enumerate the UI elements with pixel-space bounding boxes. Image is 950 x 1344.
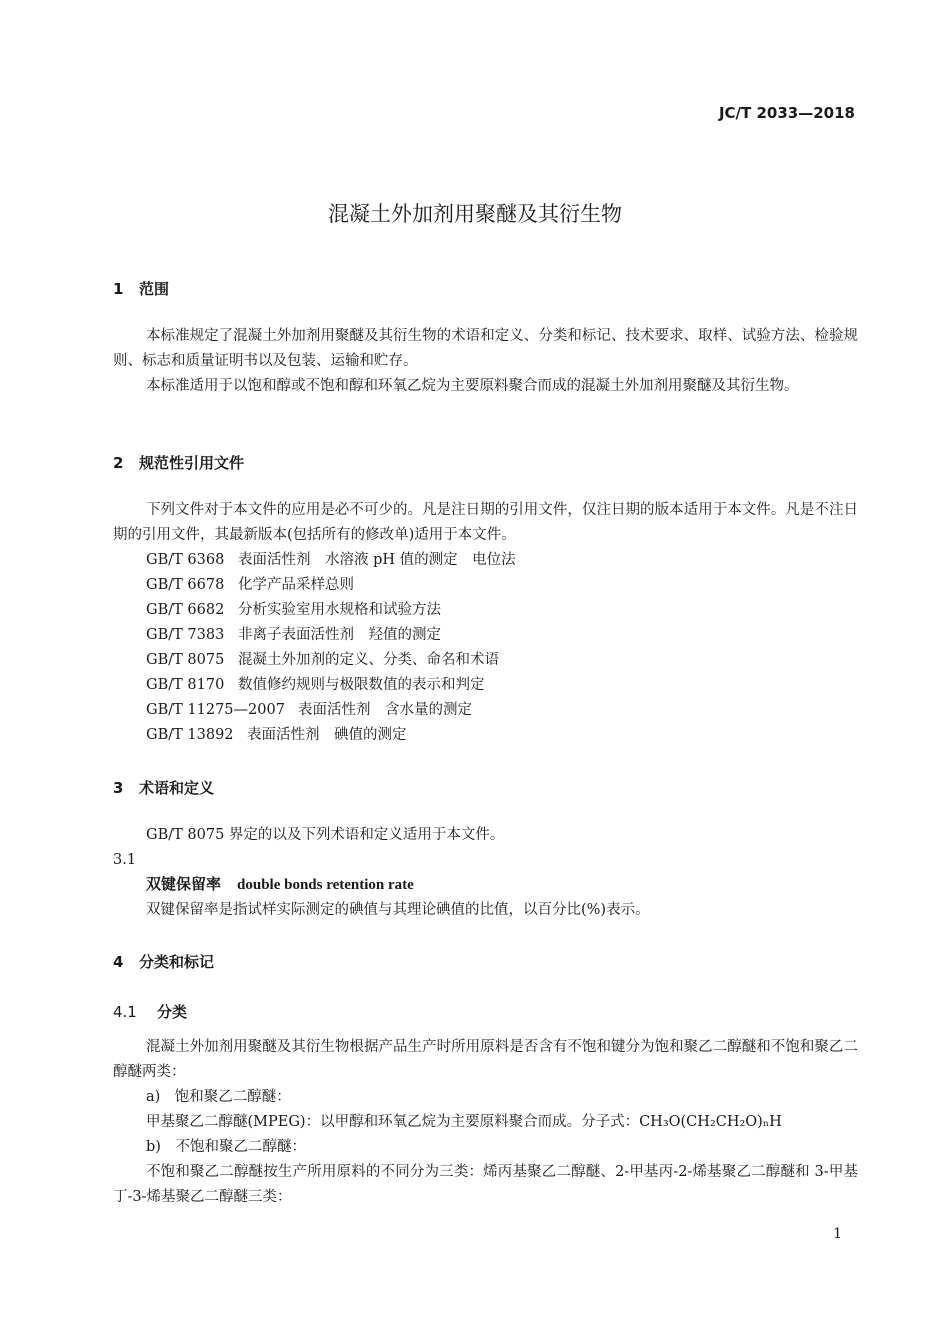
subsection-title: 分类 [157, 1003, 188, 1021]
list-item-a: a) 饱和聚乙二醇醚： [146, 1089, 291, 1105]
paragraph: 下列文件对于本文件的应用是必不可少的。凡是注日期的引用文件，仅注日期的版本适用于本文件。凡是不注日期的引用文件，其最新版本(包括所有的修改单)适用于本文件。 [113, 502, 858, 543]
reference-title: 表面活性剂 水溶液 pH 值的测定 电位法 [238, 552, 516, 568]
section-title: 术语和定义 [139, 779, 215, 797]
reference-title: 数值修约规则与极限数值的表示和判定 [238, 677, 485, 693]
reference-title: 表面活性剂 含水量的测定 [298, 702, 472, 718]
reference-title: 化学产品采样总则 [238, 577, 354, 593]
paragraph: 本标准规定了混凝土外加剂用聚醚及其衍生物的术语和定义、分类和标记、技术要求、取样、试验方法、检验规则、标志和质量证明书以及包装、运输和贮存。 [113, 328, 858, 369]
reference-code: GB/T 11275—2007 [146, 702, 285, 718]
subsection-number: 4.1 [113, 1003, 137, 1021]
standard-number: JC/T 2033—2018 [718, 104, 855, 122]
section-number: 2 [113, 454, 124, 472]
list-item-b: b) 不饱和聚乙二醇醚： [146, 1139, 306, 1155]
reference-item [146, 623, 441, 648]
reference-code: GB/T 6682 [146, 602, 225, 618]
reference-code: GB/T 6678 [146, 577, 225, 593]
paragraph: GB/T 8075 界定的以及下列术语和定义适用于本文件。 [146, 827, 505, 843]
term-definition: 双键保留率是指试样实际测定的碘值与其理论碘值的比值，以百分比(%)表示。 [146, 902, 650, 918]
section-title: 范围 [139, 280, 170, 298]
reference-title: 表面活性剂 碘值的测定 [247, 727, 407, 743]
section-number: 4 [113, 953, 124, 971]
reference-code: GB/T 8075 [146, 652, 225, 668]
section-2-heading [113, 452, 244, 473]
reference-code: GB/T 13892 [146, 727, 234, 743]
reference-title: 混凝土外加剂的定义、分类、命名和术语 [238, 652, 499, 668]
section-3-heading [113, 777, 214, 798]
reference-item [146, 548, 516, 573]
reference-item [146, 648, 499, 673]
document-title: 混凝土外加剂用聚醚及其衍生物 [328, 202, 622, 226]
subsection-number: 3.1 [113, 852, 137, 868]
section-title: 规范性引用文件 [139, 454, 245, 472]
term-english: double bonds retention rate [237, 877, 414, 893]
reference-code: GB/T 8170 [146, 677, 225, 693]
reference-item [146, 573, 354, 598]
section-number: 3 [113, 779, 124, 797]
term-chinese: 双键保留率 [146, 875, 222, 893]
section-number: 1 [113, 280, 124, 298]
paragraph: 混凝土外加剂用聚醚及其衍生物根据产品生产时所用原料是否含有不饱和键分为饱和聚乙二醇醚和不饱和聚乙二醇醚两类： [113, 1039, 858, 1080]
reference-code: GB/T 6368 [146, 552, 225, 568]
section-1-heading [113, 278, 169, 299]
reference-title: 分析实验室用水规格和试验方法 [238, 602, 441, 618]
reference-code: GB/T 7383 [146, 627, 225, 643]
reference-title: 非离子表面活性剂 羟值的测定 [238, 627, 441, 643]
paragraph: 本标准适用于以饱和醇或不饱和醇和环氧乙烷为主要原料聚合而成的混凝土外加剂用聚醚及其衍生物。 [146, 378, 799, 394]
section-title: 分类和标记 [139, 953, 215, 971]
list-item-a-text: 甲基聚乙二醇醚(MPEG)：以甲醇和环氧乙烷为主要原料聚合而成。分子式：CH₃O(CH₂CH₂O)ₙH [146, 1114, 782, 1130]
subsection-4-1-heading [113, 1001, 187, 1022]
reference-item [146, 723, 407, 748]
section-4-heading [113, 951, 214, 972]
reference-item [146, 598, 441, 623]
reference-item [146, 673, 485, 698]
page-number: 1 [833, 1226, 842, 1242]
list-item-b-text: 不饱和聚乙二醇醚按生产所用原料的不同分为三类：烯丙基聚乙二醇醚、2-甲基丙-2-烯基聚乙二醇醚和 3-甲基丁-3-烯基聚乙二醇醚三类： [113, 1164, 858, 1205]
reference-item [146, 698, 472, 723]
term-entry [146, 873, 414, 894]
